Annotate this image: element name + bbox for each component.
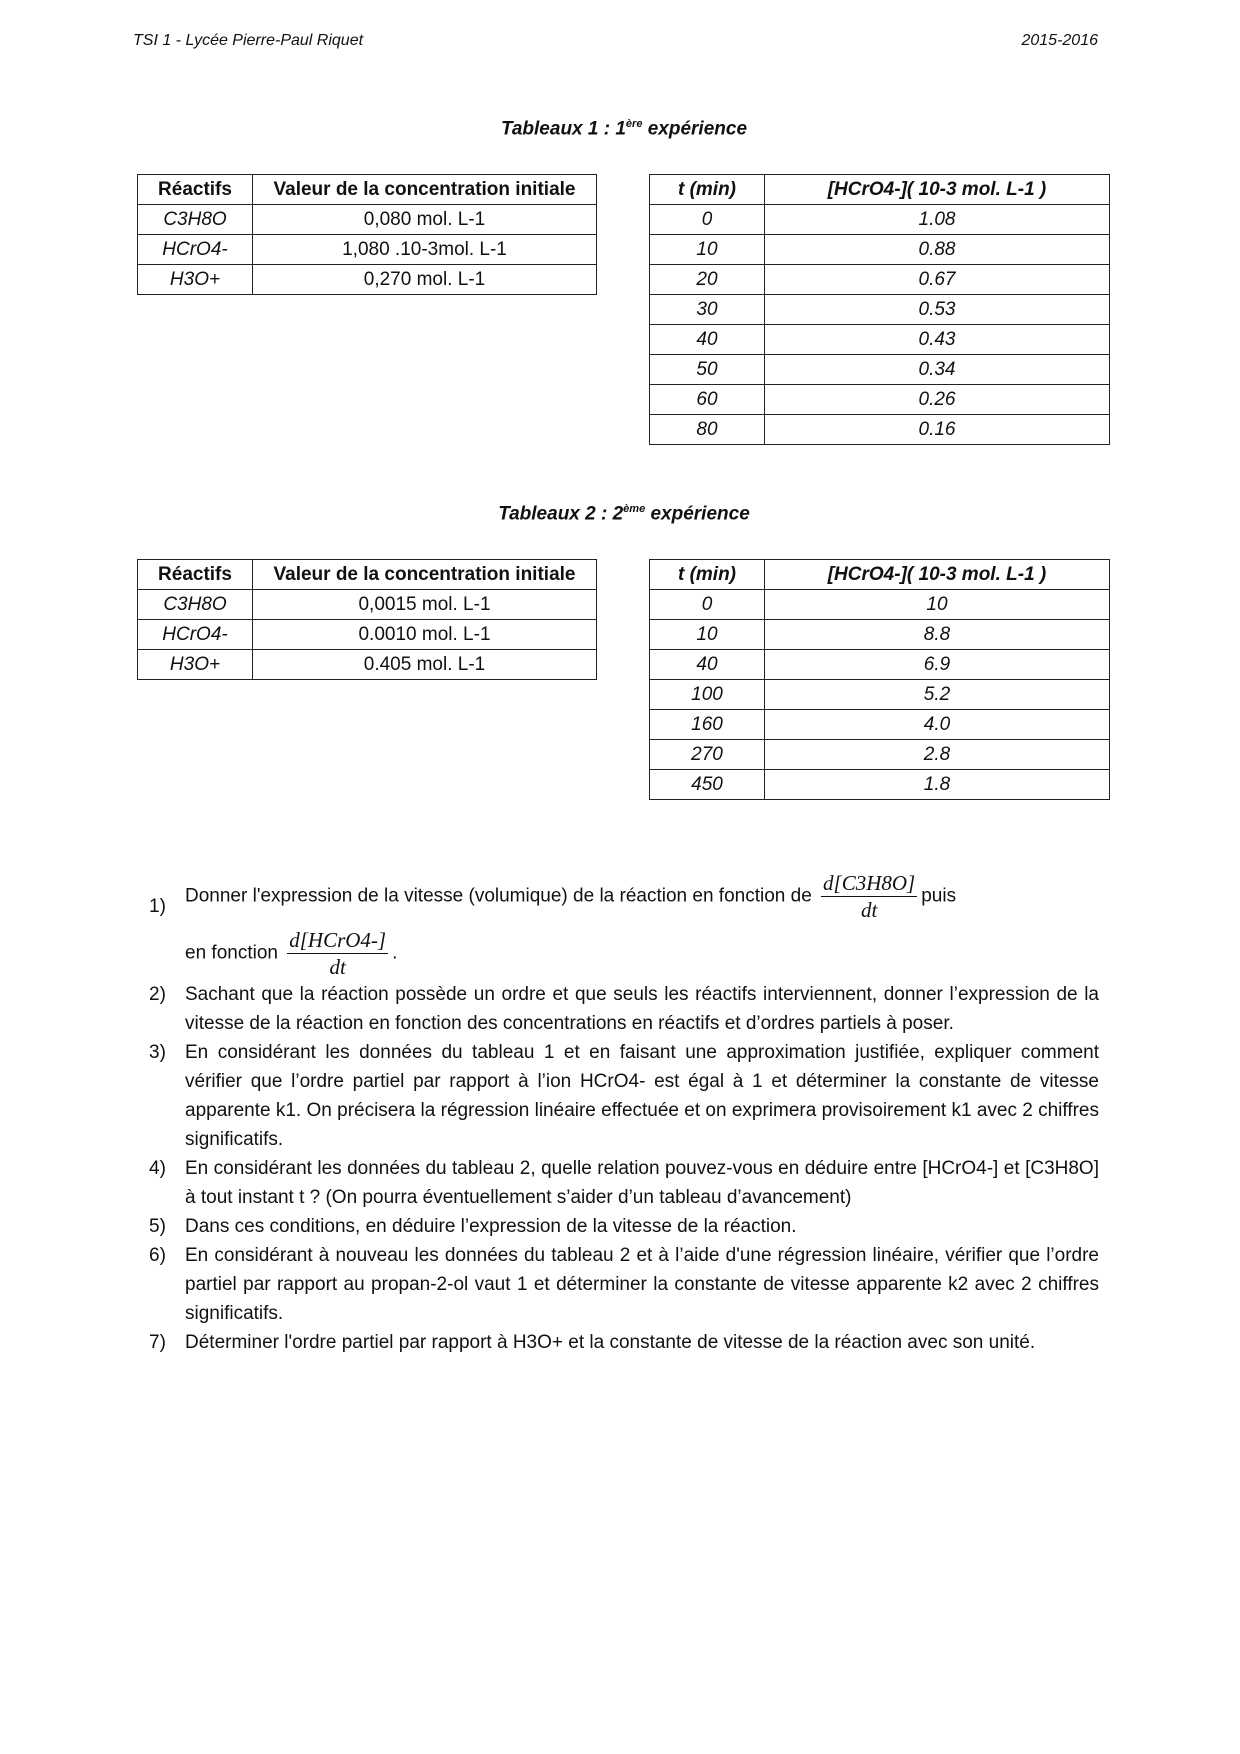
header-cell: t (min) bbox=[650, 175, 765, 205]
table-row bbox=[138, 235, 597, 265]
reactants-table-2 bbox=[137, 559, 597, 680]
concentration-cell: 4.0 bbox=[765, 710, 1110, 740]
question-number: 7) bbox=[149, 1332, 166, 1353]
question-3 bbox=[149, 1038, 1099, 1154]
concentration-cell: 0.88 bbox=[765, 235, 1110, 265]
concentration-cell: 0.53 bbox=[765, 295, 1110, 325]
time-cell: 100 bbox=[650, 680, 765, 710]
question-text: En considérant les données du tableau 1 et en faisant une approximation justifiée, expliquer comment vérifier que l’ordre partiel par rapport à l’ion HCrO4- est égal à 1 et déterminer la constante de vitesse apparente k1. On précisera la régression linéaire effectuée et on exprimera provisoirement k1 avec 2 chiffres significatifs. bbox=[185, 1042, 1099, 1150]
concentration-cell: 0.16 bbox=[765, 415, 1110, 445]
question-number: 2) bbox=[149, 984, 166, 1005]
table-row bbox=[650, 710, 1110, 740]
table-row bbox=[650, 235, 1110, 265]
reactant-value: 0,0015 mol. L-1 bbox=[253, 590, 597, 620]
question-text: puis bbox=[921, 885, 957, 907]
table-row bbox=[650, 650, 1110, 680]
time-cell: 270 bbox=[650, 740, 765, 770]
fraction-c3h8o bbox=[821, 870, 917, 923]
table2-title: Tableaux 2 : 2ème expérience bbox=[498, 503, 750, 525]
question-text: en fonction bbox=[185, 942, 278, 964]
kinetics-table-2 bbox=[649, 559, 1110, 800]
concentration-cell: 1.8 bbox=[765, 770, 1110, 800]
fraction-denominator: dt bbox=[860, 898, 878, 922]
table-row bbox=[650, 385, 1110, 415]
question-text: Sachant que la réaction possède un ordre et que seuls les réactifs interviennent, donner l’expression de la vitesse de la réaction en fonction des concentrations en réactifs et d’ordres partiels à poser. bbox=[185, 984, 1099, 1034]
table-row bbox=[138, 265, 597, 295]
table-row bbox=[650, 325, 1110, 355]
question-number: 1) bbox=[149, 896, 166, 917]
question-text: En considérant à nouveau les données du tableau 2 et à l’aide d'une régression linéaire, vérifier que l’ordre partiel par rapport au propan-2-ol vaut 1 et déterminer la constante de vitesse apparente k2 avec 2 chiffres significatifs. bbox=[185, 1245, 1099, 1324]
question-text: Donner l'expression de la vitesse (volumique) de la réaction en fonction de bbox=[185, 885, 812, 907]
question-number: 6) bbox=[149, 1245, 166, 1266]
table-row bbox=[138, 205, 597, 235]
header-left: TSI 1 - Lycée Pierre-Paul Riquet bbox=[133, 32, 364, 49]
reactant-value: 0.405 mol. L-1 bbox=[253, 650, 597, 680]
time-cell: 80 bbox=[650, 415, 765, 445]
reactant-name: HCrO4- bbox=[138, 235, 253, 265]
concentration-cell: 0.34 bbox=[765, 355, 1110, 385]
table-row bbox=[650, 590, 1110, 620]
reactant-value: 1,080 .10-3mol. L-1 bbox=[253, 235, 597, 265]
fraction-numerator: d[C3H8O] bbox=[823, 871, 916, 895]
question-text: Dans ces conditions, en déduire l’expression de la vitesse de la réaction. bbox=[185, 1216, 797, 1237]
header-cell: Valeur de la concentration initiale bbox=[253, 560, 597, 590]
concentration-cell: 0.26 bbox=[765, 385, 1110, 415]
table-row bbox=[650, 355, 1110, 385]
concentration-cell: 6.9 bbox=[765, 650, 1110, 680]
fraction-numerator: d[HCrO4-] bbox=[289, 928, 387, 952]
header-cell: t (min) bbox=[650, 560, 765, 590]
concentration-cell: 5.2 bbox=[765, 680, 1110, 710]
time-cell: 50 bbox=[650, 355, 765, 385]
time-cell: 0 bbox=[650, 590, 765, 620]
questions-list bbox=[149, 870, 1099, 1357]
reactant-value: 0.0010 mol. L-1 bbox=[253, 620, 597, 650]
reactant-name: C3H8O bbox=[138, 205, 253, 235]
table-row bbox=[650, 415, 1110, 445]
question-number: 4) bbox=[149, 1158, 166, 1179]
question-1: 1) Donner l'expression de la vitesse (volumique) de la réaction en fonction de $\frac{d[C3H8O]}{dt}$ puis en fonction $\frac{\text{d[HCrO4-]}}{dt}$ . bbox=[149, 871, 957, 979]
table-row bbox=[650, 265, 1110, 295]
question-number: 5) bbox=[149, 1216, 166, 1237]
concentration-cell: 0.43 bbox=[765, 325, 1110, 355]
time-cell: 10 bbox=[650, 620, 765, 650]
table-row bbox=[138, 650, 597, 680]
table-row bbox=[650, 205, 1110, 235]
reactant-name: H3O+ bbox=[138, 650, 253, 680]
table-row bbox=[650, 620, 1110, 650]
table-row bbox=[650, 680, 1110, 710]
concentration-cell: 1.08 bbox=[765, 205, 1110, 235]
time-cell: 160 bbox=[650, 710, 765, 740]
time-cell: 40 bbox=[650, 650, 765, 680]
kinetics-table-1 bbox=[649, 174, 1110, 445]
table-row bbox=[650, 295, 1110, 325]
header-cell: [HCrO4-]( 10-3 mol. L-1 ) bbox=[765, 175, 1110, 205]
reactant-value: 0,270 mol. L-1 bbox=[253, 265, 597, 295]
header-right: 2015-2016 bbox=[1021, 32, 1098, 49]
fraction-denominator: dt bbox=[329, 955, 346, 979]
time-cell: 10 bbox=[650, 235, 765, 265]
table-row bbox=[650, 770, 1110, 800]
fraction-hcro4 bbox=[287, 927, 388, 980]
table-row bbox=[138, 620, 597, 650]
question-text: Déterminer l'ordre partiel par rapport à H3O+ et la constante de vitesse de la réaction avec son unité. bbox=[185, 1332, 1036, 1353]
question-6 bbox=[149, 1241, 1099, 1328]
reactant-name: C3H8O bbox=[138, 590, 253, 620]
reactant-value: 0,080 mol. L-1 bbox=[253, 205, 597, 235]
time-cell: 20 bbox=[650, 265, 765, 295]
concentration-cell: 2.8 bbox=[765, 740, 1110, 770]
table-row bbox=[650, 740, 1110, 770]
reactant-name: HCrO4- bbox=[138, 620, 253, 650]
question-2 bbox=[149, 980, 1099, 1038]
time-cell: 40 bbox=[650, 325, 765, 355]
concentration-cell: 0.67 bbox=[765, 265, 1110, 295]
question-4 bbox=[149, 1154, 1099, 1212]
table1-title: Tableaux 1 : 1ère expérience bbox=[500, 118, 748, 140]
question-number: 3) bbox=[149, 1042, 166, 1063]
header-cell: [HCrO4-]( 10-3 mol. L-1 ) bbox=[765, 560, 1110, 590]
time-cell: 0 bbox=[650, 205, 765, 235]
concentration-cell: 8.8 bbox=[765, 620, 1110, 650]
reactants-table-1 bbox=[137, 174, 597, 295]
header-cell: Valeur de la concentration initiale bbox=[253, 175, 597, 205]
header-cell: Réactifs bbox=[138, 175, 253, 205]
header-cell: Réactifs bbox=[138, 560, 253, 590]
table-row bbox=[138, 590, 597, 620]
reactant-name: H3O+ bbox=[138, 265, 253, 295]
time-cell: 30 bbox=[650, 295, 765, 325]
question-7 bbox=[149, 1328, 1099, 1357]
time-cell: 60 bbox=[650, 385, 765, 415]
question-text: En considérant les données du tableau 2, quelle relation pouvez-vous en déduire entre [HCrO4-] et [C3H8O] à tout instant t ? (On pourra éventuellement s’aider d’un tableau d’avancement) bbox=[185, 1158, 1099, 1208]
time-cell: 450 bbox=[650, 770, 765, 800]
question-5 bbox=[149, 1212, 1099, 1241]
concentration-cell: 10 bbox=[765, 590, 1110, 620]
